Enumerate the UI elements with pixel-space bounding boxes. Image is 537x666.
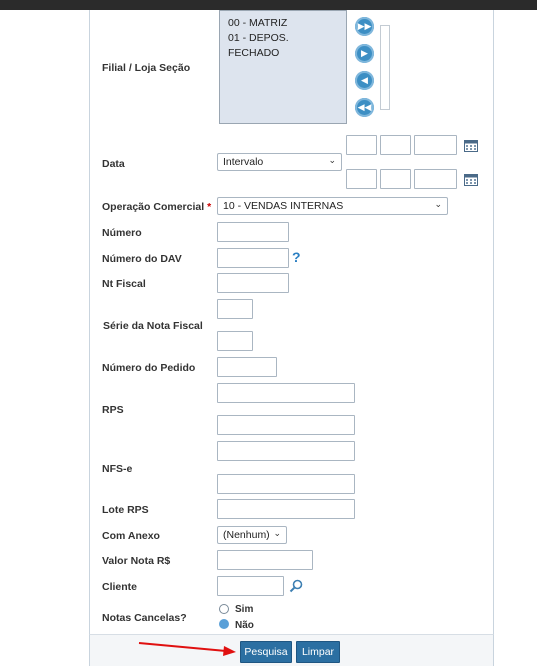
cliente-label: Cliente bbox=[102, 581, 138, 593]
date-start-year-input[interactable] bbox=[414, 135, 457, 155]
numero-dav-input[interactable] bbox=[217, 248, 289, 268]
operacao-value: 10 - VENDAS INTERNAS bbox=[223, 200, 344, 212]
nfse-input-start[interactable] bbox=[217, 441, 355, 461]
move-right-icon[interactable]: ▶ bbox=[355, 44, 374, 63]
help-icon[interactable]: ? bbox=[292, 249, 301, 265]
filial-option[interactable]: 00 - MATRIZ bbox=[228, 17, 288, 29]
data-mode-select[interactable] bbox=[217, 153, 342, 171]
serie-input-end[interactable] bbox=[217, 331, 253, 351]
radio-nao-label: Não bbox=[235, 620, 254, 631]
calendar-icon[interactable] bbox=[464, 139, 478, 152]
numero-pedido-label: Número do Pedido bbox=[102, 362, 196, 374]
com-anexo-select[interactable] bbox=[217, 526, 287, 544]
com-anexo-label: Com Anexo bbox=[102, 530, 160, 542]
date-end-day-input[interactable] bbox=[346, 169, 377, 189]
operacao-label-text: Operação Comercial bbox=[102, 201, 205, 213]
filial-label: Filial / Loja Seção bbox=[102, 62, 191, 74]
radio-sim-label: Sim bbox=[235, 604, 254, 615]
data-mode-value: Intervalo bbox=[223, 156, 264, 168]
move-left-icon[interactable]: ◀ bbox=[355, 71, 374, 90]
cliente-input[interactable] bbox=[217, 576, 284, 596]
serie-input-start[interactable] bbox=[217, 299, 253, 319]
numero-label: Número bbox=[102, 227, 142, 239]
radio-nao[interactable] bbox=[219, 619, 229, 629]
pesquisa-button[interactable]: Pesquisa bbox=[240, 641, 292, 663]
radio-sim[interactable] bbox=[219, 604, 229, 614]
serie-label: Série da Nota Fiscal bbox=[103, 320, 203, 332]
date-end-month-input[interactable] bbox=[380, 169, 411, 189]
data-label: Data bbox=[102, 158, 125, 170]
date-start-month-input[interactable] bbox=[380, 135, 411, 155]
calendar-icon[interactable] bbox=[464, 173, 478, 186]
chevron-down-icon: ⌄ bbox=[434, 199, 442, 209]
lote-rps-input[interactable] bbox=[217, 499, 355, 519]
chevron-down-icon: ⌄ bbox=[328, 155, 336, 165]
filial-option[interactable]: 01 - DEPOS. FECHADO bbox=[228, 32, 289, 59]
search-icon[interactable] bbox=[289, 579, 303, 593]
date-start-day-input[interactable] bbox=[346, 135, 377, 155]
filial-listbox[interactable] bbox=[219, 10, 347, 124]
com-anexo-value: (Nenhum) bbox=[223, 529, 270, 541]
nt-fiscal-input[interactable] bbox=[217, 273, 289, 293]
notas-canceladas-label: Notas Cancelas? bbox=[102, 612, 187, 624]
move-all-left-icon[interactable]: ◀◀ bbox=[355, 98, 374, 117]
required-mark: * bbox=[207, 201, 212, 213]
limpar-button[interactable]: Limpar bbox=[296, 641, 340, 663]
nfse-label: NFS-e bbox=[102, 463, 133, 475]
chevron-down-icon: ⌄ bbox=[273, 528, 281, 538]
numero-input[interactable] bbox=[217, 222, 289, 242]
operacao-label bbox=[102, 201, 211, 213]
nfse-input-end[interactable] bbox=[217, 474, 355, 494]
rps-label: RPS bbox=[102, 404, 124, 416]
operacao-select[interactable] bbox=[217, 197, 448, 215]
date-end-year-input[interactable] bbox=[414, 169, 457, 189]
valor-nota-label: Valor Nota R$ bbox=[102, 555, 171, 567]
lote-rps-label: Lote RPS bbox=[102, 504, 149, 516]
top-bar bbox=[0, 0, 537, 10]
selected-list-scrollbar[interactable] bbox=[380, 25, 390, 110]
rps-input-end[interactable] bbox=[217, 415, 355, 435]
valor-nota-input[interactable] bbox=[217, 550, 313, 570]
numero-dav-label: Número do DAV bbox=[102, 253, 182, 265]
move-all-right-icon[interactable]: ▶▶ bbox=[355, 17, 374, 36]
nt-fiscal-label: Nt Fiscal bbox=[102, 278, 146, 290]
numero-pedido-input[interactable] bbox=[217, 357, 277, 377]
rps-input-start[interactable] bbox=[217, 383, 355, 403]
